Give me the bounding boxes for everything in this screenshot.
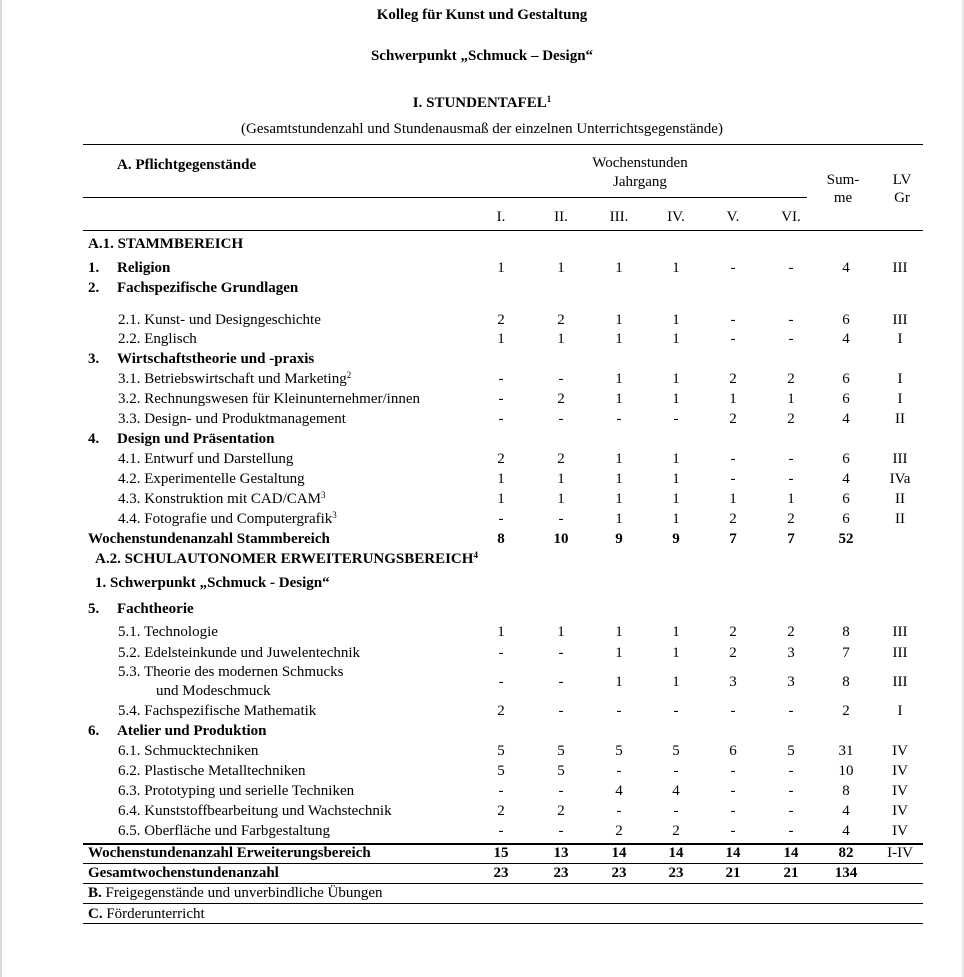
column-summe-2: me [833,190,853,206]
row-number: 6. [88,723,100,739]
row-label [118,783,354,800]
cell-year-2: 1 [557,331,565,347]
cell-lv-gruppe: IV [892,743,908,759]
cell-year-4: 5 [672,743,680,759]
cell-year-3: 4 [615,783,623,799]
cell-year-1: 8 [497,531,505,547]
rule-header-mid [83,197,807,198]
row-letter: C. [88,906,103,922]
row-title: Wirtschaftstheorie und -praxis [117,351,315,367]
cell-year-3: - [616,411,622,427]
cell-year-2: 1 [557,260,565,276]
cell-year-2: 2 [557,803,565,819]
cell-summe: 82 [838,845,854,861]
cell-lv-gruppe: IV [892,783,908,799]
cell-year-1: 5 [497,743,505,759]
cell-year-1: - [498,783,504,799]
cell-year-1: 2 [497,312,505,328]
row-label [95,551,478,568]
row-title: Wochenstundenanzahl Erweiterungsbereich [88,845,371,861]
cell-lv-gruppe: III [892,312,908,328]
cell-year-6: - [788,803,794,819]
cell-summe: 7 [842,645,850,661]
cell-year-5: 2 [729,645,737,661]
cell-year-1: - [498,674,504,690]
cell-summe: 8 [842,674,850,690]
row-letter: B. [88,885,102,901]
cell-year-3: 1 [615,391,623,407]
footnote-mark: 3 [320,490,326,500]
cell-year-2: - [558,783,564,799]
row-label [88,601,194,618]
cell-year-5: - [730,763,736,779]
row-label [118,763,305,780]
cell-lv-gruppe: III [892,260,908,276]
cell-year-5: 3 [729,674,737,690]
cell-year-3: 14 [611,845,627,861]
cell-year-6: - [788,471,794,487]
cell-year-5: - [730,260,736,276]
row-title: 5.3. Theorie des modernen Schmucks [118,664,344,680]
row-number: 5. [88,601,100,617]
table-rule-4 [83,903,923,904]
cell-year-4: 4 [672,783,680,799]
focus-title: Schwerpunkt „Schmuck – Design“ [370,48,594,64]
cell-year-6: - [788,703,794,719]
year-header-2: II. [554,209,568,225]
cell-year-6: - [788,451,794,467]
rule-header-bottom [83,230,923,231]
cell-year-5: - [730,331,736,347]
cell-year-3: 2 [615,823,623,839]
cell-summe: 52 [838,531,854,547]
row-label [118,471,305,488]
column-section-label: A. Pflichtgegenstände [117,157,257,173]
cell-year-5: - [730,823,736,839]
row-title: 3.1. Betriebswirtschaft und Marketing [118,371,347,387]
cell-year-6: 14 [783,845,799,861]
cell-year-1: - [498,411,504,427]
cell-year-4: 1 [672,371,680,387]
row-label [118,411,346,428]
cell-summe: 8 [842,783,850,799]
cell-year-1: 2 [497,803,505,819]
row-number: 3. [88,351,100,367]
cell-year-6: 2 [787,511,795,527]
cell-lv-gruppe: II [895,411,905,427]
cell-summe: 4 [842,803,850,819]
rule-top [83,144,923,145]
row-number: 2. [88,280,100,296]
cell-year-6: 1 [787,391,795,407]
column-lv-2: Gr [894,190,910,206]
cell-year-4: 2 [672,823,680,839]
cell-summe: 4 [842,411,850,427]
cell-year-5: - [730,451,736,467]
cell-lv-gruppe: III [892,451,908,467]
cell-lv-gruppe: I [897,391,903,407]
row-label [118,823,330,840]
footnote-mark: 4 [473,550,478,560]
row-label [88,906,205,923]
cell-year-5: 21 [725,865,741,881]
cell-year-2: 1 [557,471,565,487]
table-rule-2 [83,863,923,864]
cell-year-1: 1 [497,260,505,276]
row-label [88,260,170,277]
column-wochenstunden: Wochenstunden [592,155,688,171]
row-title: 6.3. Prototyping und serielle Techniken [118,783,355,799]
row-title: 2.2. Englisch [118,331,197,347]
cell-year-1: 2 [497,451,505,467]
table-subtitle: (Gesamtstundenzahl und Stundenausmaß der einzelnen Unterrichtsgegenstände) [241,121,723,137]
cell-lv-gruppe: I [897,703,903,719]
cell-lv-gruppe: IV [892,823,908,839]
cell-year-2: 1 [557,624,565,640]
cell-year-2: 13 [553,845,569,861]
row-label [88,723,266,740]
table-title: I. STUNDENTAFEL$^1$ [412,94,552,111]
row-title: 6.1. Schmucktechniken [118,743,259,759]
cell-year-6: - [788,763,794,779]
table-rule-3 [83,883,923,884]
footnote-mark: 2 [346,370,352,380]
cell-year-2: - [558,511,564,527]
cell-year-4: 1 [672,624,680,640]
cell-year-6: 5 [787,743,795,759]
table-rule-1 [83,843,923,845]
row-title: Design und Präsentation [117,431,275,447]
cell-summe: 4 [842,823,850,839]
cell-year-5: 2 [729,511,737,527]
column-lv-1: LV [892,172,912,188]
row-number: 1. [88,260,100,276]
cell-summe: 8 [842,624,850,640]
cell-year-2: 23 [553,865,569,881]
row-title: Gesamtwochenstundenanzahl [88,865,279,881]
row-label [118,703,316,720]
cell-year-4: - [673,411,679,427]
row-label [118,803,392,820]
cell-summe: 10 [838,763,854,779]
row-title: 3.3. Design- und Produktmanagement [118,411,346,427]
row-title: 5.1. Technologie [118,624,218,640]
title-footnote: 1 [546,94,552,104]
cell-year-2: 2 [557,312,565,328]
row-title: 2.1. Kunst- und Designgeschichte [118,312,321,328]
cell-year-4: 1 [672,331,680,347]
school-title: Kolleg für Kunst und Gestaltung [376,7,588,23]
row-title: 4.4. Fotografie und Computergrafik [118,511,333,527]
cell-year-4: 1 [672,391,680,407]
cell-year-3: 1 [615,451,623,467]
cell-summe: 4 [842,331,850,347]
cell-year-5: 7 [729,531,737,547]
cell-year-2: 5 [557,763,565,779]
cell-year-1: - [498,391,504,407]
cell-year-3: 1 [615,511,623,527]
cell-year-4: 1 [672,674,680,690]
cell-summe: 6 [842,491,850,507]
year-header-6: VI. [781,209,801,225]
cell-year-3: 1 [615,624,623,640]
cell-year-5: 2 [729,624,737,640]
cell-year-1: 1 [497,471,505,487]
row-title: Religion [117,260,171,276]
cell-year-6: 1 [787,491,795,507]
cell-year-3: 1 [615,312,623,328]
cell-year-3: 1 [615,371,623,387]
cell-year-5: - [730,703,736,719]
cell-year-2: 1 [557,491,565,507]
cell-year-1: - [498,511,504,527]
cell-year-6: 3 [787,674,795,690]
cell-year-3: 1 [615,674,623,690]
cell-year-3: 1 [615,331,623,347]
row-label [118,371,351,388]
cell-year-3: 1 [615,471,623,487]
cell-year-5: - [730,803,736,819]
cell-lv-gruppe: IV [892,803,908,819]
row-label [118,451,293,468]
cell-year-3: - [616,763,622,779]
cell-year-5: 6 [729,743,737,759]
cell-lv-gruppe: II [895,511,905,527]
row-label [118,664,344,681]
cell-year-2: - [558,674,564,690]
cell-summe: 6 [842,312,850,328]
row-title: 4.2. Experimentelle Gestaltung [118,471,305,487]
cell-year-4: 1 [672,260,680,276]
cell-year-4: - [673,763,679,779]
cell-year-6: 2 [787,371,795,387]
cell-year-4: 1 [672,511,680,527]
cell-summe: 6 [842,451,850,467]
cell-year-1: 1 [497,624,505,640]
cell-year-2: 2 [557,451,565,467]
row-title: Freigegenstände und unverbindliche Übungen [101,885,383,901]
cell-summe: 134 [834,865,858,881]
cell-year-6: - [788,260,794,276]
cell-year-6: 2 [787,624,795,640]
cell-lv-gruppe: I-IV [887,845,913,861]
row-label [88,280,298,297]
year-header-3: III. [609,209,629,225]
cell-year-3: 1 [615,260,623,276]
cell-year-1: - [498,645,504,661]
row-title: A.2. SCHULAUTONOMER ERWEITERUNGSBEREICH [95,551,474,567]
cell-year-2: - [558,371,564,387]
cell-year-3: - [616,703,622,719]
cell-year-6: 3 [787,645,795,661]
row-title: Fachtheorie [117,601,194,617]
cell-summe: 6 [842,371,850,387]
row-title: 4.3. Konstruktion mit CAD/CAM [118,491,321,507]
row-label [118,331,197,348]
cell-year-5: 2 [729,411,737,427]
cell-summe: 6 [842,391,850,407]
row-label-continuation: und Modeschmuck [156,683,271,699]
cell-summe: 2 [842,703,850,719]
cell-year-2: 2 [557,391,565,407]
row-label [118,312,321,329]
cell-lv-gruppe: III [892,645,908,661]
cell-year-5: - [730,312,736,328]
cell-year-1: 15 [493,845,509,861]
column-jahrgang: Jahrgang [613,174,667,190]
cell-summe: 6 [842,511,850,527]
cell-year-4: 9 [672,531,680,547]
cell-year-2: - [558,703,564,719]
row-label [88,431,275,448]
row-title: A.1. STAMMBEREICH [88,236,244,252]
row-label [118,743,258,760]
cell-year-5: 1 [729,391,737,407]
cell-year-5: - [730,471,736,487]
cell-year-6: 7 [787,531,795,547]
cell-year-5: 1 [729,491,737,507]
row-title: Förderunterricht [102,906,205,922]
cell-year-4: - [673,803,679,819]
cell-year-4: 1 [672,451,680,467]
cell-year-3: 5 [615,743,623,759]
year-header-1: I. [496,209,506,225]
cell-lv-gruppe: I [897,371,903,387]
cell-year-3: - [616,803,622,819]
cell-year-2: 10 [553,531,569,547]
footnote-mark: 3 [332,510,337,520]
row-title: 6.4. Kunststoffbearbeitung und Wachstechnik [118,803,392,819]
cell-year-1: - [498,823,504,839]
cell-year-6: - [788,823,794,839]
cell-year-1: 1 [497,331,505,347]
row-label [95,575,330,592]
row-label [118,645,360,662]
cell-year-6: - [788,783,794,799]
cell-year-4: - [673,703,679,719]
row-title: Atelier und Produktion [117,723,267,739]
row-title: 5.2. Edelsteinkunde und Juwelentechnik [118,645,361,661]
cell-summe: 31 [838,743,854,759]
cell-year-5: 2 [729,371,737,387]
cell-year-1: 2 [497,703,505,719]
row-label [118,491,325,508]
table-rule-5 [83,923,923,924]
row-label [88,885,383,902]
cell-year-6: - [788,312,794,328]
row-label [88,845,371,862]
cell-year-2: - [558,645,564,661]
cell-year-4: 1 [672,645,680,661]
cell-year-1: 5 [497,763,505,779]
year-header-5: V. [726,209,740,225]
cell-lv-gruppe: II [895,491,905,507]
cell-summe: 4 [842,260,850,276]
cell-year-4: 14 [668,845,684,861]
cell-year-3: 9 [615,531,623,547]
row-title: 5.4. Fachspezifische Mathematik [118,703,317,719]
cell-year-4: 1 [672,471,680,487]
cell-lv-gruppe: IV [892,763,908,779]
cell-year-3: 23 [611,865,627,881]
row-title: 4.1. Entwurf und Darstellung [118,451,294,467]
row-title: 6.2. Plastische Metalltechniken [118,763,306,779]
cell-year-2: - [558,823,564,839]
cell-year-2: - [558,411,564,427]
column-summe-1: Sum- [826,172,860,188]
cell-year-4: 23 [668,865,684,881]
cell-year-1: 23 [493,865,509,881]
cell-year-1: 1 [497,491,505,507]
cell-year-6: 2 [787,411,795,427]
row-label [88,236,243,253]
cell-lv-gruppe: III [892,624,908,640]
cell-summe: 4 [842,471,850,487]
row-title: Fachspezifische Grundlagen [117,280,299,296]
cell-year-4: 1 [672,491,680,507]
cell-lv-gruppe: IVa [889,471,911,487]
cell-year-1: - [498,371,504,387]
row-label [88,865,279,882]
page-edge-left [0,0,2,977]
cell-year-3: 1 [615,491,623,507]
row-number: 4. [88,431,100,447]
row-title: 3.2. Rechnungswesen für Kleinunternehmer/innen [118,391,420,407]
cell-lv-gruppe: III [892,674,908,690]
row-title: Wochenstundenanzahl Stammbereich [88,531,330,547]
row-label [88,351,314,368]
cell-year-2: 5 [557,743,565,759]
cell-year-5: - [730,783,736,799]
row-label [118,511,337,528]
row-label [118,391,420,408]
cell-lv-gruppe: I [897,331,903,347]
cell-year-3: 1 [615,645,623,661]
cell-year-4: 1 [672,312,680,328]
row-title: 6.5. Oberfläche und Farbgestaltung [118,823,331,839]
row-title: 1. Schwerpunkt „Schmuck - Design“ [95,575,330,591]
row-label [118,624,218,641]
cell-year-6: - [788,331,794,347]
cell-year-5: 14 [725,845,741,861]
row-label [88,531,330,548]
year-header-4: IV. [667,209,685,225]
cell-year-6: 21 [783,865,799,881]
